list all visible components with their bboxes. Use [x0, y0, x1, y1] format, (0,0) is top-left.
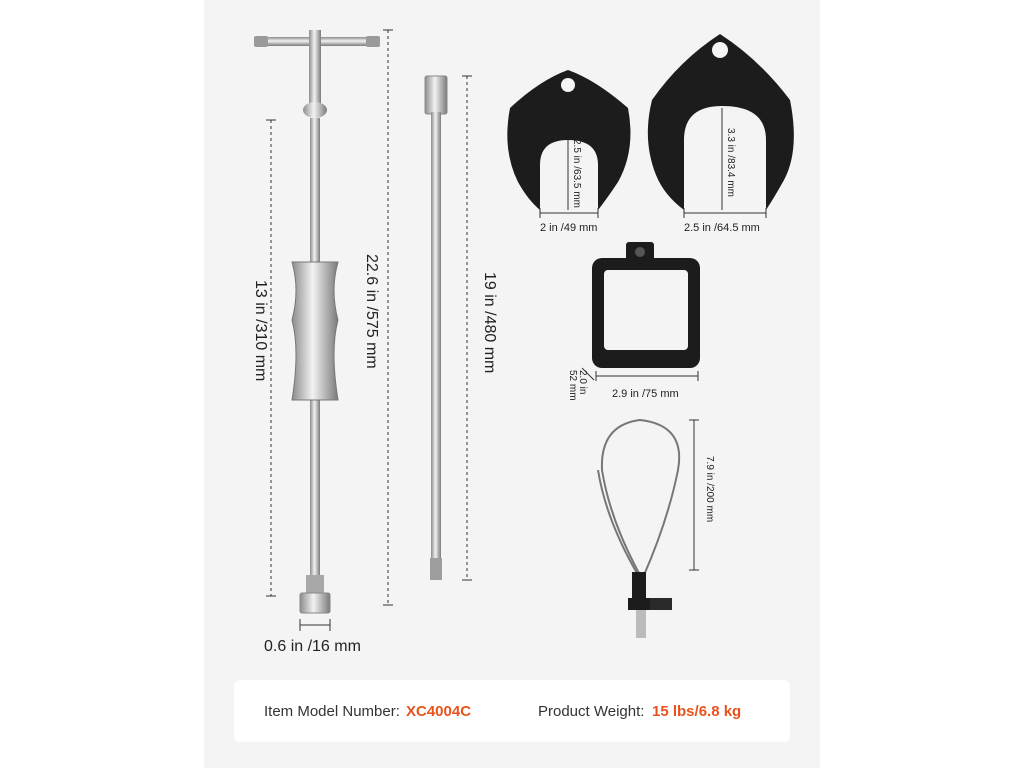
cable-clamp	[628, 572, 672, 638]
square-height-mm-label: 52 mm	[567, 370, 578, 401]
product-weight-value: 15 lbs/6.8 kg	[652, 703, 742, 720]
main-length-label: 22.6 in /575 mm	[363, 254, 380, 369]
extension-rod	[425, 76, 447, 580]
product-weight-label: Product Weight:	[538, 703, 645, 720]
square-height-in-label: 2.0 in	[577, 370, 588, 395]
square-adapter	[592, 242, 700, 368]
product-info-bar	[234, 680, 790, 742]
large-fork-adapter	[648, 34, 794, 210]
model-number-value: XC4004C	[406, 703, 472, 720]
square-dimension-lines	[582, 368, 698, 381]
model-number-label: Item Model Number:	[264, 703, 400, 720]
cable-loop	[598, 420, 679, 575]
tip-width-label: 0.6 in /16 mm	[264, 638, 361, 655]
slide-length-label: 13 in /310 mm	[252, 280, 269, 382]
small-fork-height-label: 2.5 in /63.5 mm	[571, 139, 582, 208]
small-fork-width-label: 2 in /49 mm	[540, 222, 598, 234]
cable-dimension-line	[689, 420, 699, 570]
large-fork-width-label: 2.5 in /64.5 mm	[684, 222, 760, 234]
large-fork-height-label: 3.3 in /83.4 mm	[725, 128, 736, 197]
extension-length-label: 19 in /480 mm	[481, 272, 498, 374]
square-width-label: 2.9 in /75 mm	[612, 388, 679, 400]
small-fork-adapter	[507, 70, 630, 210]
cable-length-label: 7.9 in /200 mm	[704, 456, 715, 523]
